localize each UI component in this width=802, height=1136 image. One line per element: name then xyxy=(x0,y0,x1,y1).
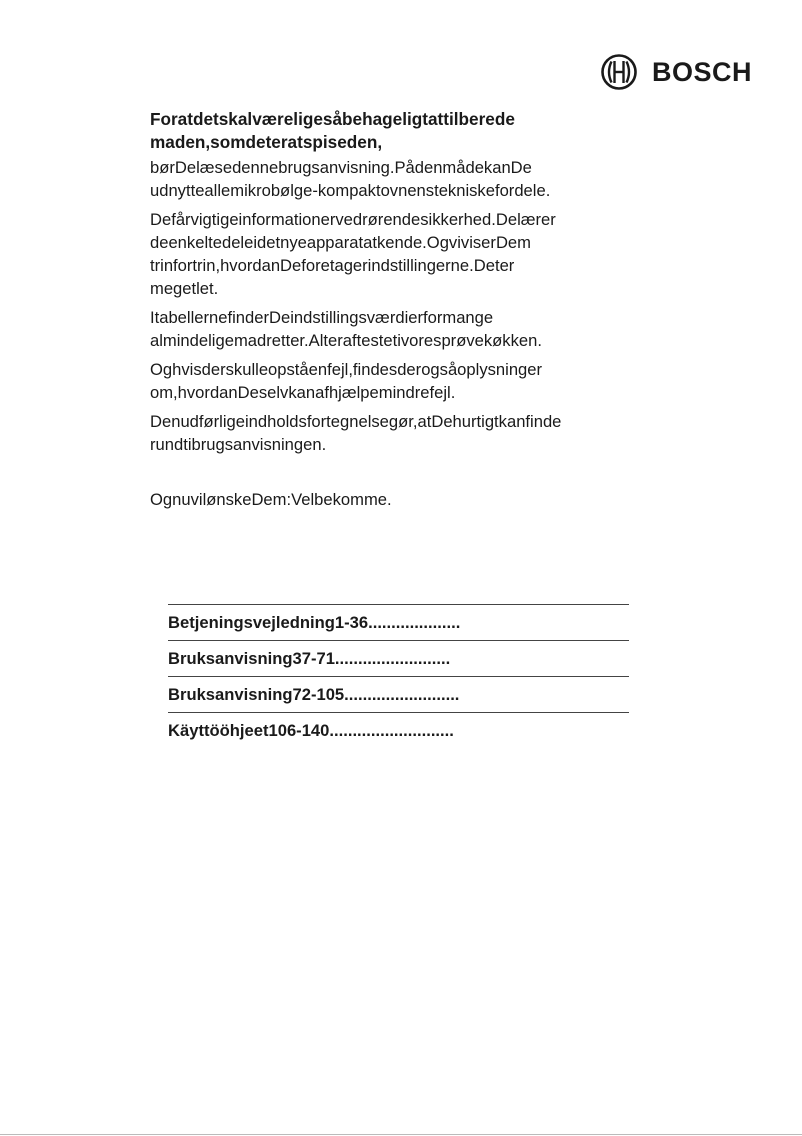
paragraph-line: Denudførligeindholdsfortegnelsegør,atDehurtigtkanfinde xyxy=(150,412,562,431)
table-of-contents xyxy=(168,604,629,748)
intro-paragraph xyxy=(150,156,620,202)
intro-paragraph xyxy=(150,208,620,300)
paragraph-line: om,hvordanDeselvkanafhjælpemindrefejl. xyxy=(150,383,456,402)
toc-entry: Käyttööhjeet106-140........................... xyxy=(168,720,454,740)
intro-paragraph xyxy=(150,410,620,456)
toc-entry: Betjeningsvejledning1-36.................... xyxy=(168,605,629,641)
bosch-armature-icon xyxy=(600,53,638,91)
intro-paragraph xyxy=(150,306,620,352)
heading-line: maden,somdeteratspiseden, xyxy=(150,132,383,152)
brand-name: BOSCH xyxy=(652,56,753,87)
intro-paragraph xyxy=(150,358,620,404)
paragraph-line: ItabellernefinderDeindstillingsværdierformange xyxy=(150,308,494,327)
paragraph-line: børDelæsedennebrugsanvisning.PådenmådekanDe xyxy=(150,158,532,177)
paragraph-line: trinfortrin,hvordanDeforetagerindstillingerne.Deter xyxy=(150,256,515,275)
toc-entry: Bruksanvisning72-105......................... xyxy=(168,677,629,713)
intro-text xyxy=(150,108,620,462)
heading-line: Foratdetskalværeligesåbehageligtattilberede xyxy=(150,109,515,129)
closing-line: OgnuvilønskeDem:Velbekomme. xyxy=(150,490,392,509)
paragraph-line: rundtibrugsanvisningen. xyxy=(150,435,327,454)
paragraph-line: Defårvigtigeinformationervedrørendesikkerhed.Delærer xyxy=(150,210,556,229)
paragraph-line: deenkeltedeleidetnyeapparatatkende.OgviviserDem xyxy=(150,233,531,252)
toc-entry: Bruksanvisning37-71......................... xyxy=(168,641,629,677)
paragraph-line: Oghvisderskulleopståenfejl,findesderogsåoplysninger xyxy=(150,360,543,379)
intro-heading xyxy=(150,108,620,154)
paragraph-line: almindeligemadretter.Alteraftestetivoresprøvekøkken. xyxy=(150,331,542,350)
paragraph-line: udnytteallemikrobølge-kompaktovnenstekniskefordele. xyxy=(150,181,551,200)
page-bottom-rule xyxy=(0,1134,802,1135)
brand-logo xyxy=(600,53,752,91)
paragraph-line: megetlet. xyxy=(150,279,219,298)
